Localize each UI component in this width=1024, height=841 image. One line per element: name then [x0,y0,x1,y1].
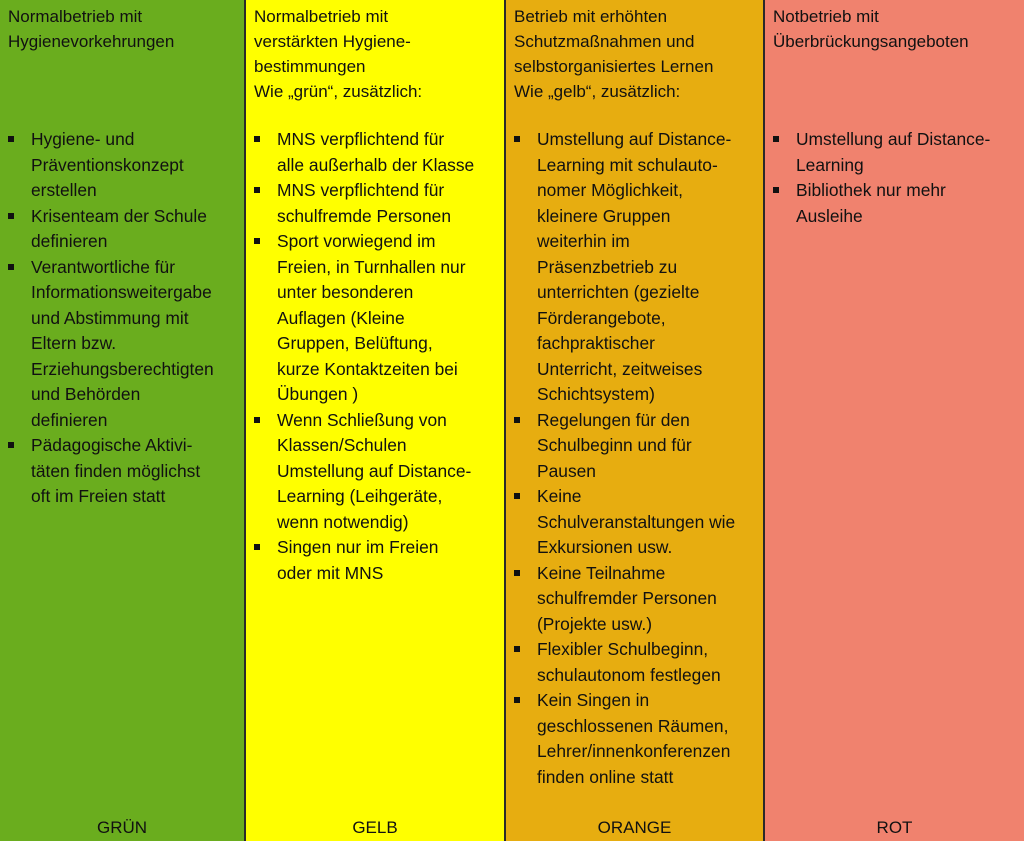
list-item: Hygiene- und Präventionskonzept erstellen [8,127,238,204]
bullet-list [8,127,238,510]
list-item: Umstellung auf Distance- Learning mit schulauto- nomer Möglichkeit, kleinere Gruppen weiterhin im Präsenzbetrieb zu unterrichten (gezielte Förderangebote, fachpraktischer Unterricht, zeitweises Schichtsystem) [514,127,757,408]
list-item: Sport vorwiegend im Freien, in Turnhallen nur unter besonderen Auflagen (Kleine Gruppen, Belüftung, kurze Kontaktzeiten bei Übungen ) [254,229,498,408]
list-item: Regelungen für den Schulbeginn und für Pausen [514,408,757,485]
list-item: Verantwortliche für Informationsweitergabe und Abstimmung mit Eltern bzw. Erziehungsberechtigten und Behörden definieren [8,255,238,434]
column-header: Notbetrieb mit Überbrückungsangeboten [773,7,969,51]
list-item: Pädagogische Aktivi- täten finden möglichst oft im Freien statt [8,433,238,510]
list-item: Keine Schulveranstaltungen wie Exkursionen usw. [514,484,757,561]
column-intro: Wie „gelb“, zusätzlich: [514,82,681,101]
list-item: Bibliothek nur mehr Ausleihe [773,178,1018,229]
bullet-list [514,127,757,790]
bullet-list [254,127,498,586]
column-footer-label: ORANGE [597,818,672,837]
list-item: MNS verpflichtend für schulfremde Personen [254,178,498,229]
column-footer-label: GRÜN [96,818,148,837]
list-item: Umstellung auf Distance- Learning [773,127,1018,178]
column-footer-label: GELB [352,818,398,837]
list-item: Krisenteam der Schule definieren [8,204,238,255]
column-footer-label: ROT [876,818,913,837]
column-red [765,0,1024,841]
list-item: Keine Teilnahme schulfremder Personen (Projekte usw.) [514,561,757,638]
column-header: Normalbetrieb mit verstärkten Hygiene- bestimmungen [254,7,411,76]
column-intro: Wie „grün“, zusätzlich: [254,82,423,101]
list-item: Wenn Schließung von Klassen/Schulen Umstellung auf Distance- Learning (Leihgeräte, wenn notwendig) [254,408,498,536]
column-orange [506,0,765,841]
list-item: Singen nur im Freien oder mit MNS [254,535,498,586]
column-header: Betrieb mit erhöhten Schutzmaßnahmen und selbstorganisiertes Lernen [514,7,714,76]
list-item: Kein Singen in geschlossenen Räumen, Lehrer/innenkonferenzen finden online statt [514,688,757,790]
list-item: Flexibler Schulbeginn, schulautonom festlegen [514,637,757,688]
list-item: MNS verpflichtend für alle außerhalb der Klasse [254,127,498,178]
column-green [0,0,246,841]
column-header: Normalbetrieb mit Hygienevorkehrungen [8,7,175,51]
column-yellow [246,0,506,841]
bullet-list [773,127,1018,229]
